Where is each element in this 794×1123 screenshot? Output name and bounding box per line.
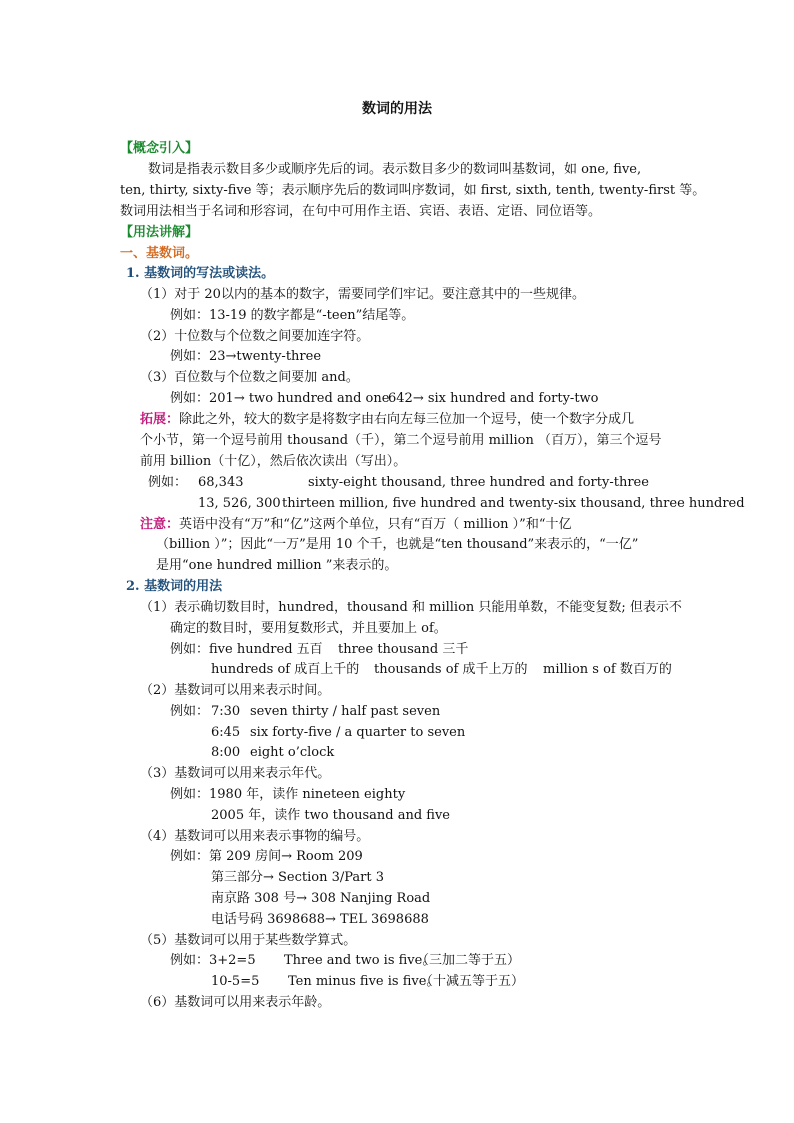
time-example-2-reading: six forty-five / a quarter to seven	[250, 725, 466, 740]
time-example-3-time: 8:00	[211, 745, 241, 760]
concept-line-1: 数词是指表示数目多少或顺序先后的词。表示数目多少的数词叫基数词，如 one, five,	[148, 162, 642, 177]
number-example-2: 第三部分→ Section 3/Part 3	[211, 870, 385, 885]
sub1-item3-example-b: 642→ six hundred and forty-two	[388, 391, 599, 406]
extension-example-2-reading: thirteen million, five hundred and twenty-six thousand, three hundred	[282, 496, 745, 511]
sub2-item1-example-2c: million s of 数百万的	[543, 662, 672, 677]
year-example-1: 例如：1980 年，读作 nineteen eighty	[170, 787, 406, 802]
note-label: 注意：	[140, 517, 180, 532]
part1-heading: 一、基数词。	[120, 246, 199, 261]
sub2-item5: （5）基数词可以用于某些数学算式。	[140, 933, 357, 948]
concept-line-2: ten, thirty, sixty-five 等；表示顺序先后的数词叫序数词，如 first, sixth, tenth, twenty-first 等。	[120, 183, 706, 198]
number-example-4: 电话号码 3698688→ TEL 3698688	[211, 912, 429, 927]
concept-heading: 【概念引入】	[120, 141, 199, 156]
sub2-item1-example-2b: thousands of 成千上万的	[374, 662, 528, 677]
sub2-item1-example-2a: hundreds of 成百上千的	[211, 662, 360, 677]
sub1-item3: （3）百位数与个位数之间要加 and。	[140, 370, 359, 385]
concept-line-3: 数词用法相当于名词和形容词，在句中可用作主语、宾语、表语、定语、同位语等。	[120, 204, 602, 219]
time-example-2-time: 6:45	[211, 725, 241, 740]
math-example-1a: 例如：3+2=5	[170, 953, 256, 968]
sub2-item4: （4）基数词可以用来表示事物的编号。	[140, 829, 370, 844]
sub1-item2: （2）十位数与个位数之间要加连字符。	[140, 329, 370, 344]
usage-heading: 【用法讲解】	[120, 225, 199, 240]
sub2-title: 2. 基数词的用法	[126, 579, 223, 594]
sub1-item3-example-a: 例如：201→ two hundred and one	[170, 391, 390, 406]
math-example-2c: （十减五等于五）	[420, 974, 525, 989]
time-example-1-time: 7:30	[211, 704, 241, 719]
sub1-title: 1. 基数词的写法或读法。	[126, 266, 275, 281]
sub1-item1: （1）对于 20以内的基本的数字，需要同学们牢记。要注意其中的一些规律。	[140, 287, 585, 302]
number-example-3: 南京路 308 号→ 308 Nanjing Road	[211, 891, 431, 906]
sub2-item1-line-2: 确定的数目时，要用复数形式，并且要加上 of。	[170, 621, 447, 636]
extension-example-1-reading: sixty-eight thousand, three hundred and forty-three	[308, 475, 649, 490]
math-example-1b: Three and two is five。	[284, 953, 436, 968]
time-example-3-reading: eight o’clock	[250, 745, 335, 760]
year-example-2: 2005 年，读作 two thousand and five	[211, 808, 450, 823]
extension-example-2-number: 13, 526, 300	[198, 496, 281, 511]
sub2-item1-example-1a: 例如：five hundred 五百	[170, 642, 323, 657]
number-example-1: 例如：第 209 房间→ Room 209	[170, 849, 363, 864]
math-example-2a: 10-5=5	[211, 974, 260, 989]
sub2-item2: （2）基数词可以用来表示时间。	[140, 683, 331, 698]
extension-line-1	[140, 410, 634, 430]
math-example-1c: （三加二等于五）	[416, 953, 521, 968]
sub2-item3: （3）基数词可以用来表示年代。	[140, 766, 331, 781]
extension-text-1: 除此之外，较大的数字是将数字由右向左每三位加一个逗号，使一个数字分成几	[179, 412, 635, 427]
extension-label: 拓展：	[140, 412, 180, 427]
page-title: 数词的用法	[362, 101, 432, 117]
sub2-item1-line-1: （1）表示确切数目时，hundred，thousand 和 million 只能用单数，不能变复数; 但表示不	[140, 600, 682, 615]
note-line-1	[140, 515, 571, 535]
extension-example-label: 例如：	[148, 475, 188, 490]
sub2-item1-example-1b: three thousand 三千	[338, 642, 469, 657]
extension-example-1-number: 68,343	[198, 475, 244, 490]
sub1-item2-example: 例如：23→twenty-three	[170, 349, 322, 364]
extension-line-2: 个小节，第一个逗号前用 thousand（千），第二个逗号前用 million （百万），第三个逗号	[140, 433, 662, 448]
sub1-item1-example: 例如：13-19 的数字都是“-teen”结尾等。	[170, 308, 415, 323]
note-line-2: （billion ）”；因此“一万”是用 10 个千，也就是“ten thousand”来表示的，“一亿”	[156, 537, 639, 552]
extension-line-3: 前用 billion（十亿），然后依次读出（写出）。	[140, 454, 407, 469]
sub2-item6: （6）基数词可以用来表示年龄。	[140, 995, 331, 1010]
math-example-2b: Ten minus five is five。	[288, 974, 440, 989]
note-line-3: 是用“one hundred million ”来表示的。	[156, 558, 398, 573]
time-example-1-label: 例如：	[170, 704, 210, 719]
note-text-1: 英语中没有“万”和“亿”这两个单位，只有“百万（ million ）”和“十亿	[179, 517, 572, 532]
time-example-1-reading: seven thirty / half past seven	[250, 704, 441, 719]
